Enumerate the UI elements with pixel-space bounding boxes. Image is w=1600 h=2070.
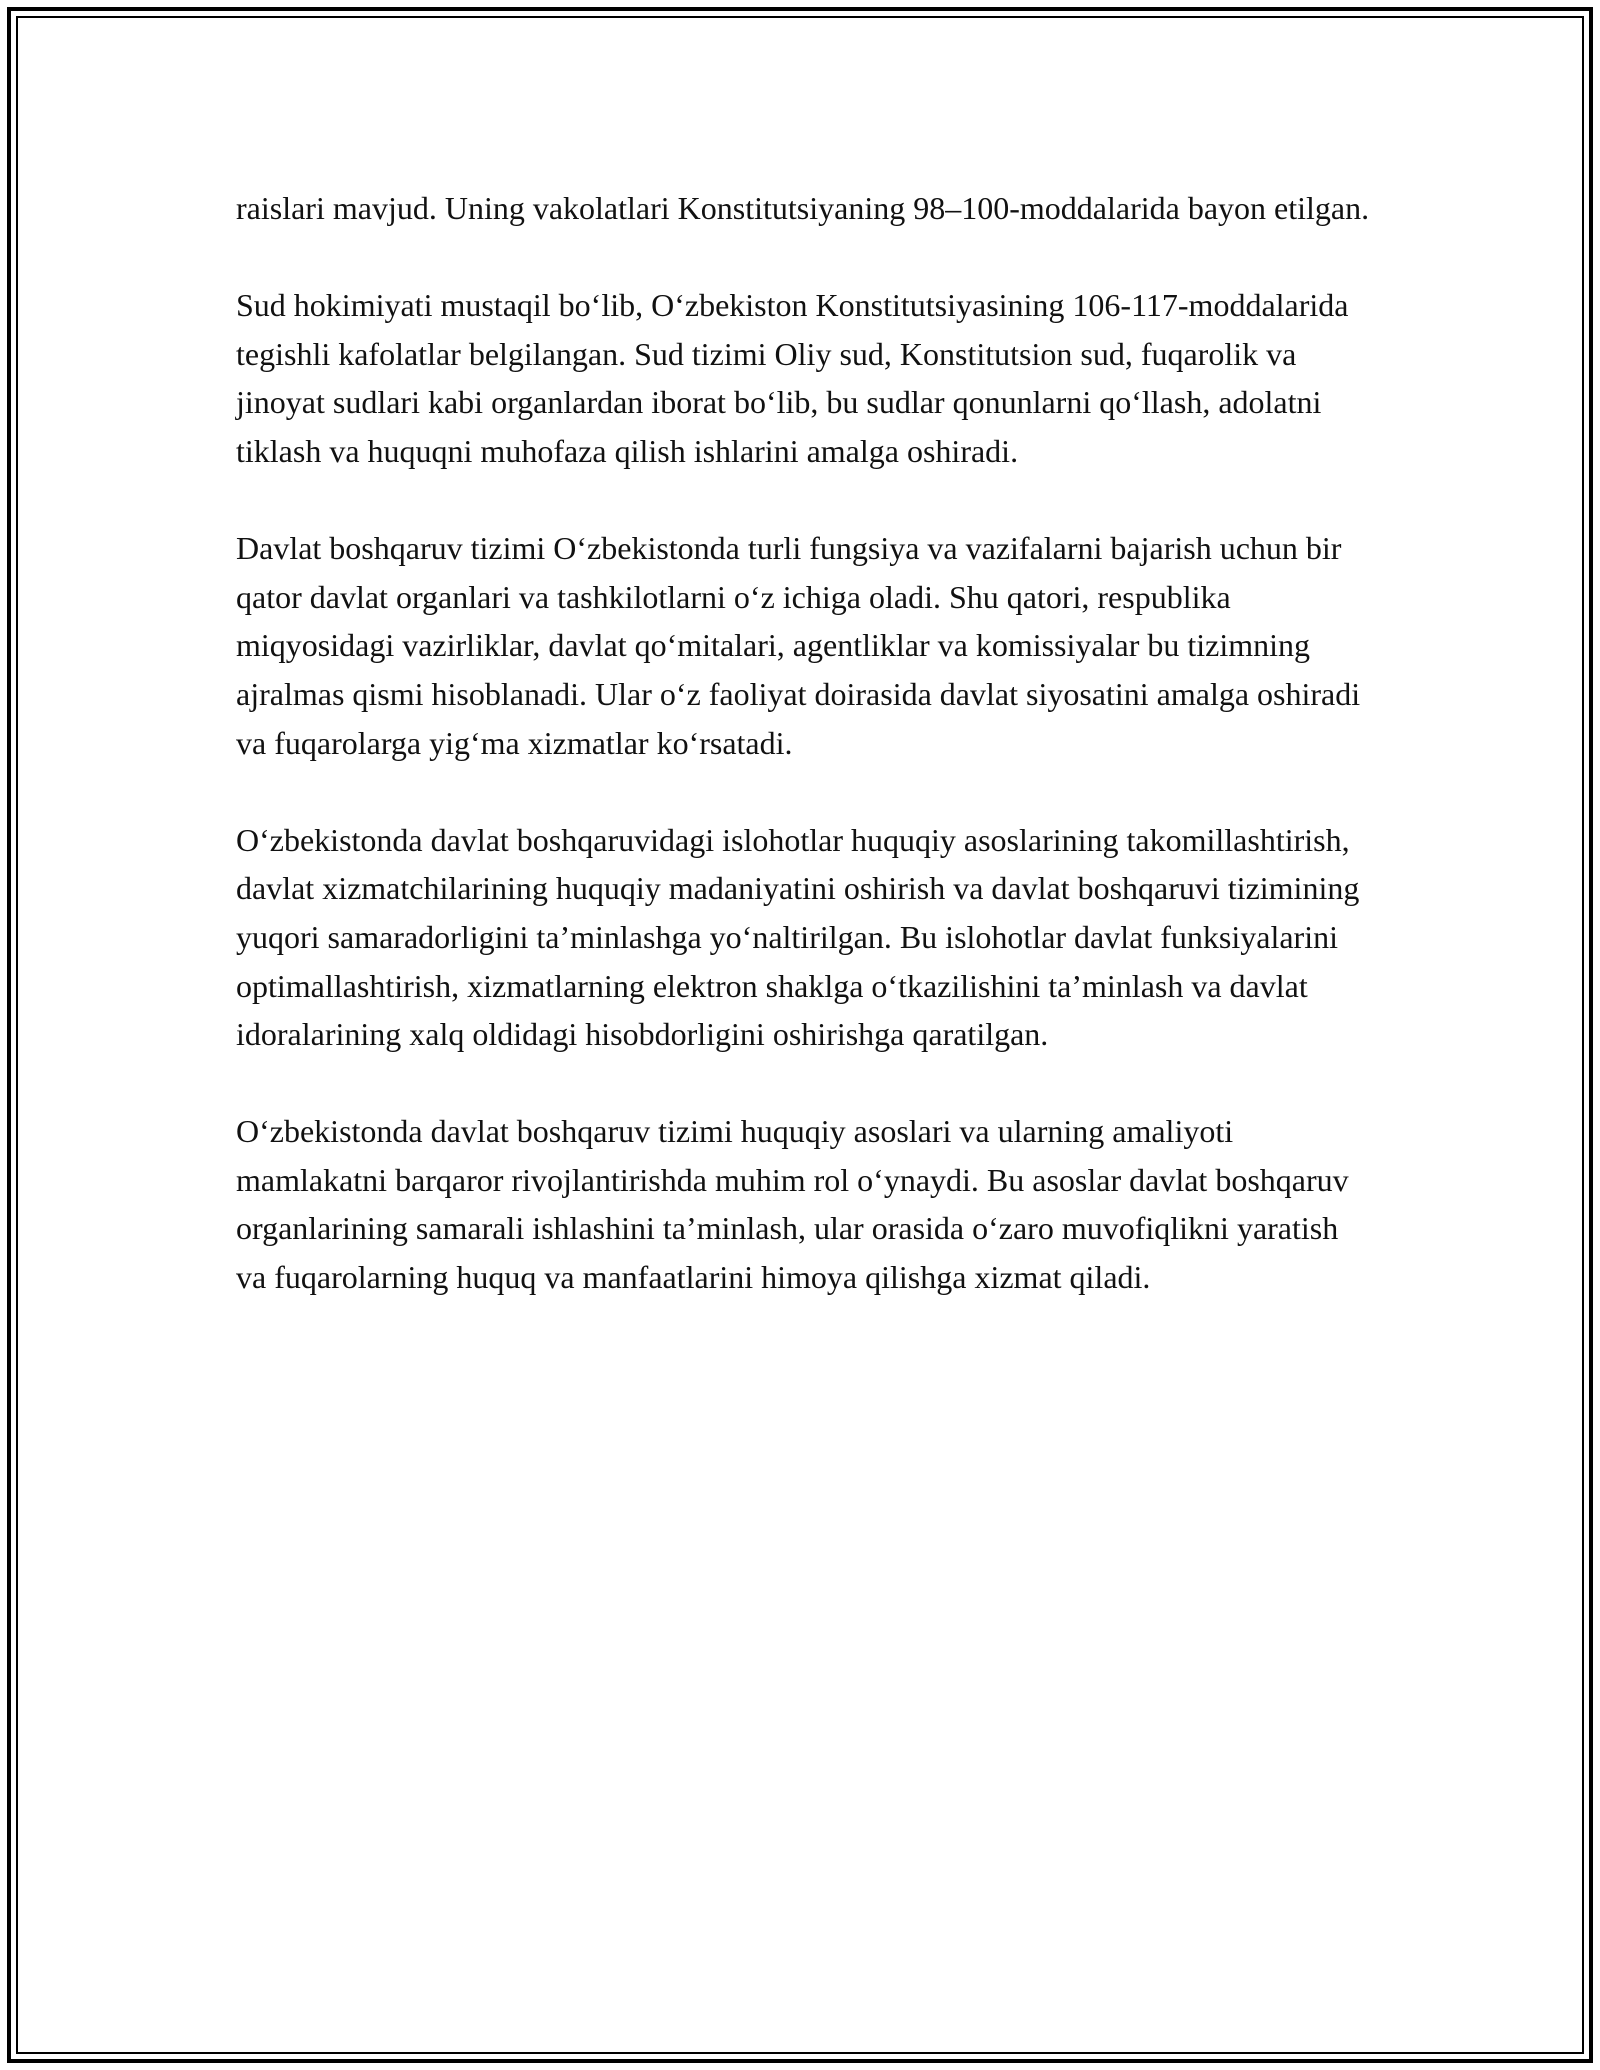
- document-body: [236, 184, 1376, 1350]
- paragraph-4: O‘zbekistonda davlat boshqaruvidagi islohotlar huquqiy asoslarining takomillashtirish, davlat xizmatchilarining huquqiy madaniyatini oshirish va davlat boshqaruvi tizimining yuqori samaradorligini ta’minlashga yo‘naltirilgan. Bu islohotlar davlat funksiyalarini optimallashtirish, xizmatlarning elektron shaklga o‘tkazilishini ta’minlash va davlat idoralarining xalq oldidagi hisobdorligini oshirishga qaratilgan.: [236, 821, 1360, 1053]
- paragraph-5: O‘zbekistonda davlat boshqaruv tizimi huquqiy asoslari va ularning amaliyoti mamlakatni barqaror rivojlantirishda muhim rol o‘ynaydi. Bu asoslar davlat boshqaruv organlarining samarali ishlashini ta’minlash, ular orasida o‘zaro muvofiqlikni yaratish va fuqarolarning huquq va manfaatlarini himoya qilishga xizmat qiladi.: [236, 1113, 1349, 1296]
- paragraph-2: Sud hokimiyati mustaqil bo‘lib, O‘zbekiston Konstitutsiyasining 106-117-moddalarida tegishli kafolatlar belgilangan. Sud tizimi Oliy sud, Konstitutsion sud, fuqarolik va jinoyat sudlari kabi organlardan iborat bo‘lib, bu sudlar qonunlarni qo‘llash, adolatni tiklash va huquqni muhofaza qilish ishlarini amalga oshiradi.: [236, 287, 1349, 469]
- paragraph-1: raislari mavjud. Uning vakolatlari Konstitutsiyaning 98–100-moddalarida bayon etilgan.: [236, 190, 1370, 226]
- paragraph-3: Davlat boshqaruv tizimi O‘zbekistonda turli fungsiya va vazifalarni bajarish uchun bir qator davlat organlari va tashkilotlarni o‘z ichiga oladi. Shu qatori, respublika miqyosidagi vazirliklar, davlat qo‘mitalari, agentliklar va komissiyalar bu tizimning ajralmas qismi hisoblanadi. Ular o‘z faoliyat doirasida davlat siyosatini amalga oshiradi va fuqarolarga yig‘ma xizmatlar ko‘rsatadi.: [236, 530, 1361, 761]
